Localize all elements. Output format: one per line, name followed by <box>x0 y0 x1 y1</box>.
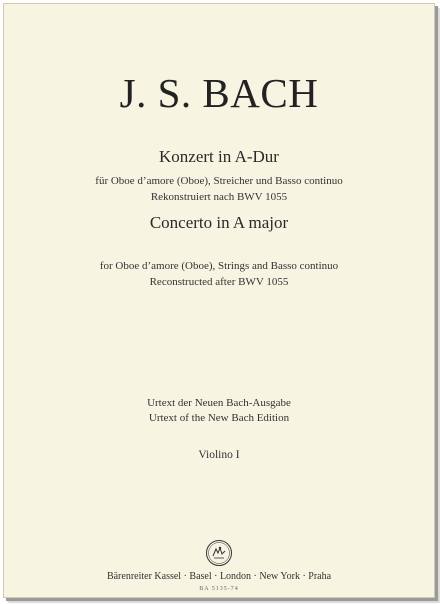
title-german: Konzert in A-Dur <box>159 147 279 166</box>
reconstruction-german: Rekonstruiert nach BWV 1055 <box>150 191 288 203</box>
title-english: Concerto in A major <box>149 213 289 232</box>
subtitle-german: für Oboe d’amore (Oboe), Streicher und Basso continuo <box>95 175 343 187</box>
score-cover-page <box>3 3 435 598</box>
reconstruction-english: Reconstructed after BWV 1055 <box>149 276 289 288</box>
publisher-imprint: Bärenreiter Kassel · Basel · London · New York · Praha <box>106 571 332 582</box>
composer-name: J. S. BACH <box>119 70 319 116</box>
publisher-logo-icon <box>205 539 233 567</box>
subtitle-english: for Oboe d’amore (Oboe), Strings and Basso continuo <box>99 260 339 272</box>
urtext-english: Urtext of the New Bach Edition <box>148 412 290 424</box>
catalog-number: BA 5135-74 <box>199 586 239 592</box>
urtext-german: Urtext der Neuen Bach-Ausgabe <box>147 397 291 409</box>
part-name: Violino I <box>198 449 240 461</box>
